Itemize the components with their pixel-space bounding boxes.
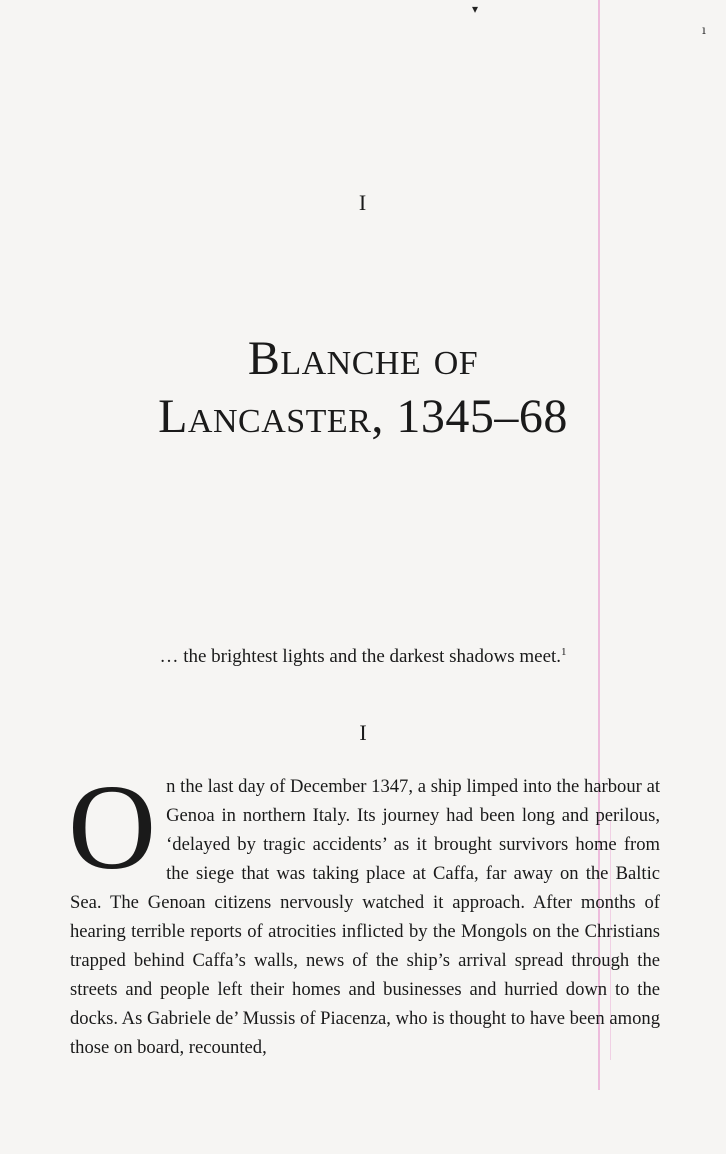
chapter-title-line-1: Blanche of: [247, 332, 479, 385]
chapter-title-line-2: Lancaster, 1345–68: [158, 390, 568, 443]
epigraph-text: … the brightest lights and the darkest shadows meet.: [159, 646, 562, 667]
body-paragraph: n the last day of December 1347, a ship limped into the harbour at Genoa in northern Italy. Its journey had been long and perilous, ‘delayed by tragic accidents’ as it brought survivors home from the siege that was taking place at Caffa, far away on the Baltic Sea. The Genoan citizens nervously watched it approach. After months of hearing terrible reports of atrocities inflicted by the Mongols on the Christians trapped behind Caffa’s walls, news of the ship’s arrival spread through the streets and people left their homes and businesses and hurried down to the docks. As Gabriele de’ Mussis of Piacenza, who is thought to have been among those on board, recounted,: [70, 776, 660, 1058]
body-text: [68, 760, 660, 1062]
epigraph-footnote-marker: 1: [561, 646, 567, 658]
ink-speck: ▾: [472, 2, 479, 16]
part-numeral: I: [358, 190, 368, 215]
corner-ink-mark: ı: [702, 23, 706, 37]
chapter-title: [0, 330, 726, 446]
section-numeral: I: [359, 720, 367, 745]
epigraph: [0, 646, 726, 668]
drop-cap: O: [68, 760, 157, 895]
